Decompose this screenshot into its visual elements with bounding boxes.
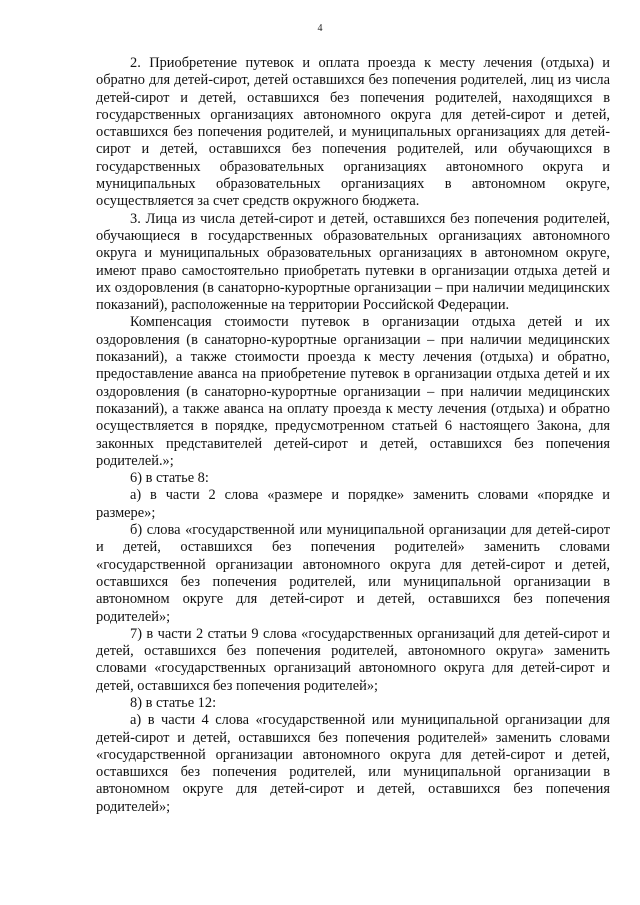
paragraph-item-3: 3. Лица из числа детей-сирот и детей, оставшихся без попечения родителей, обучающиеся в государственных образовательных организациях автономного округа и муниципальных образовательных организациях в автономном округе, имеют право самостоятельно приобретать путевки в организации отдыха детей и их оздоровления (в санаторно-курортные организации – при наличии медицинских показаний), расположенные на территории Российской Федерации. (96, 210, 610, 314)
paragraph-item-2: 2. Приобретение путевок и оплата проезда к месту лечения (отдыха) и обратно для детей-сирот, детей оставшихся без попечения родителей, лиц из числа детей-сирот и детей, оставшихся без попечения родителей, находящихся в государственных организациях автономного округа для детей-сирот и детей, оставшихся без попечения родителей, и муниципальных организациях для детей-сирот и детей, оставшихся без попечения родителей, или обучающихся в государственных образовательных организациях автономного округа и муниципальных образовательных организациях в автономном округе, осуществляется за счет средств окружного бюджета. (96, 55, 610, 210)
paragraph-point-6: 6) в статье 8: (130, 470, 209, 487)
paragraph-point-8: 8) в статье 12: (130, 694, 217, 711)
paragraph-point-6a: а) в части 2 слова «размере и порядке» заменить словами «порядке и размере»; (96, 487, 610, 521)
paragraph-point-8a: а) в части 4 слова «государственной или муниципальной организации для детей-сирот и детей, оставшихся без попечения родителей» заменить словами «государственной организации автономного округа для детей-сирот и детей, оставшихся без попечения родителей, или муниципальной организации в автономном округе для детей-сирот и детей, оставшихся без попечения родителей»; (96, 712, 610, 815)
paragraph-point-7: 7) в части 2 статьи 9 слова «государственных организаций для детей-сирот и детей, оставшихся без попечения родителей, автономного округа» заменить словами «государственных организаций автономного округа для детей-сирот и детей, оставшихся без попечения родителей»; (96, 625, 610, 694)
document-body (96, 55, 610, 816)
paragraph-compensation: Компенсация стоимости путевок в организации отдыха детей и их оздоровления (в санаторно-курортные организации – при наличии медицинских показаний), а также стоимости проезда к месту лечения (отдыха) и обратно, предоставление аванса на приобретение путевок в организации отдыха детей и их оздоровления (в санаторно-курортные организации – при наличии медицинских показаний), а также аванса на оплату проезда к месту лечения (отдыха) и обратно осуществляется в порядке, предусмотренном статьей 6 настоящего Закона, для законных представителей детей-сирот и детей, оставшихся без попечения родителей.»; (96, 314, 610, 469)
page-number: 4 (317, 23, 323, 34)
paragraph-point-6b: б) слова «государственной или муниципальной организации для детей-сирот и детей, оставшихся без попечения родителей» заменить словами «государственной организации автономного округа для детей-сирот и детей, оставшихся без попечения родителей, или муниципальной организации в автономном округе для детей-сирот и детей, оставшихся без попечения родителей»; (96, 522, 610, 625)
